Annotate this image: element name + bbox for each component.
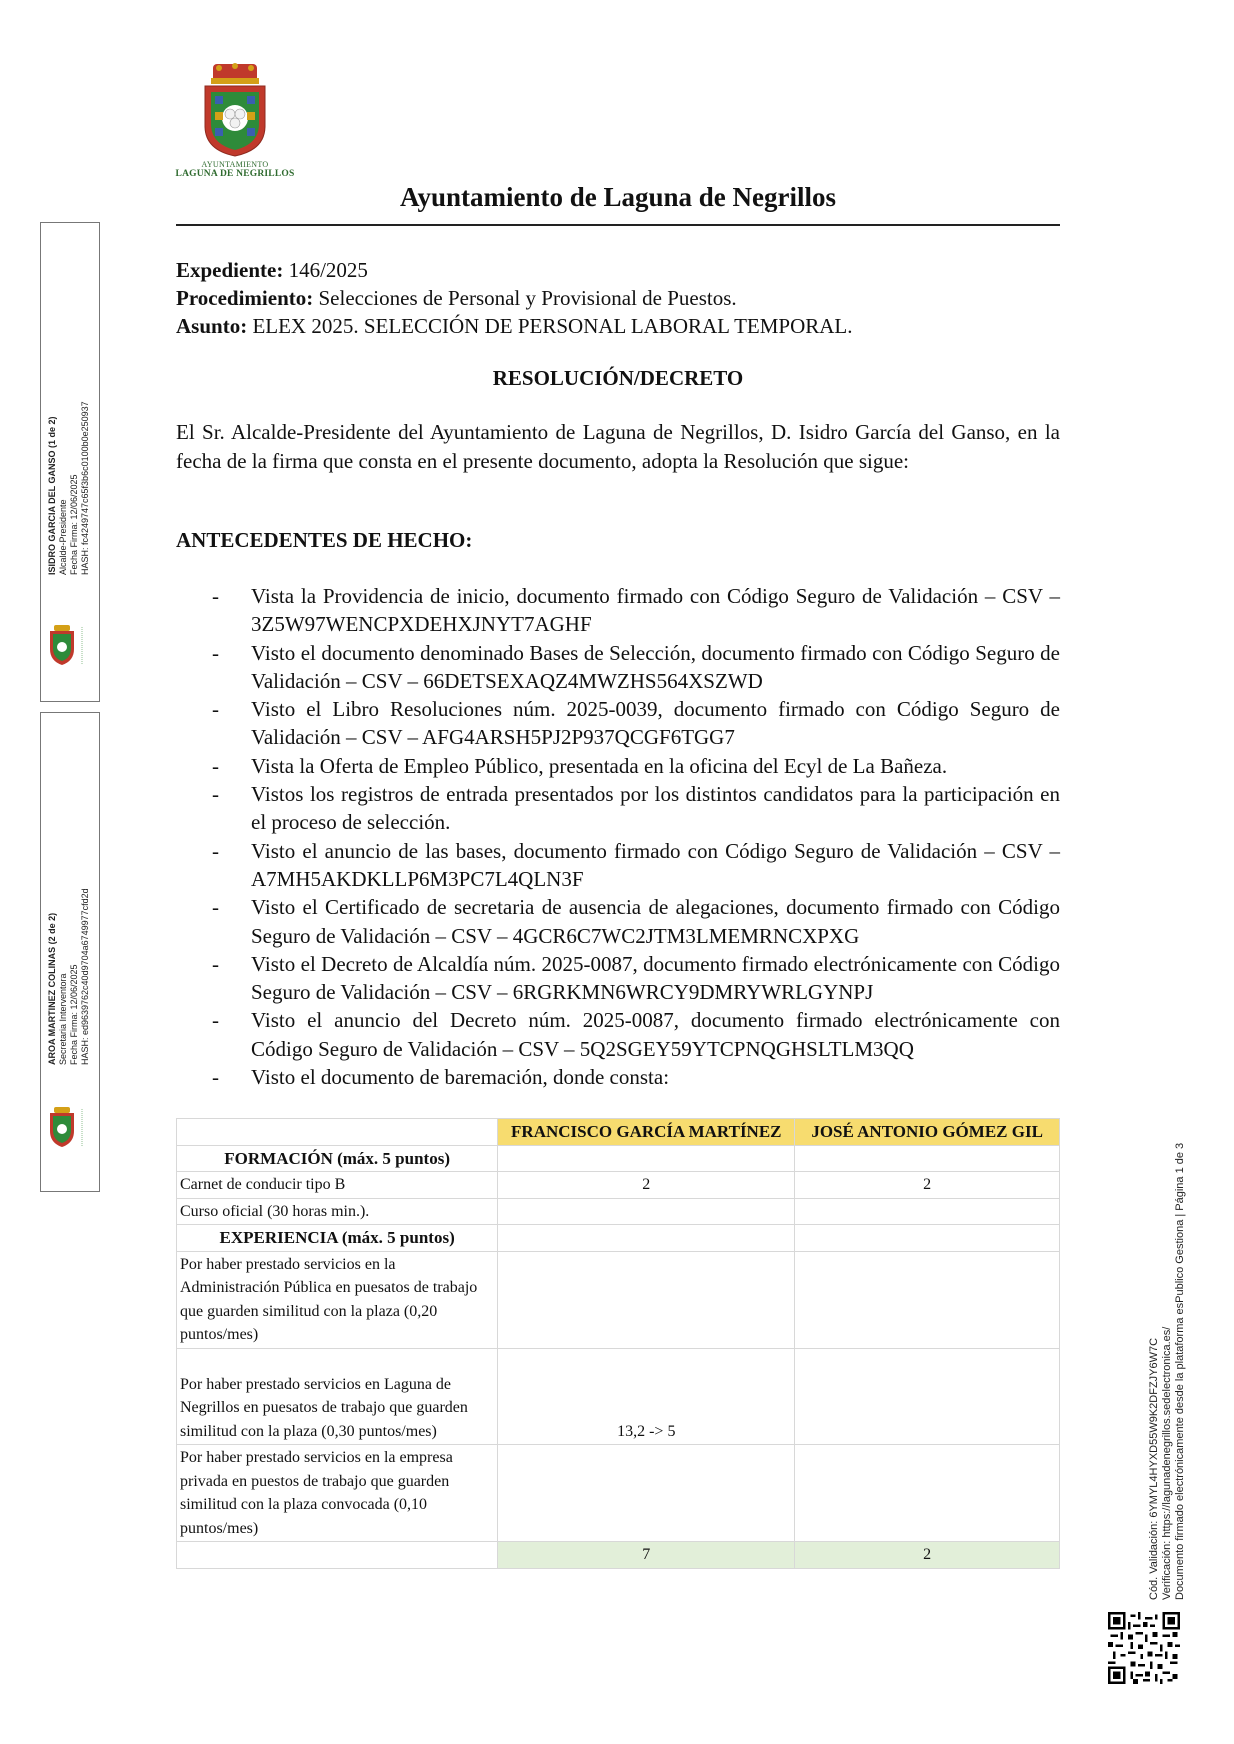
- signature-1-date: Fecha Firma: 12/06/2025: [69, 474, 79, 575]
- signature-2-name: AROA MARTINEZ COLINAS (2 de 2): [47, 912, 57, 1065]
- expediente-line: [176, 256, 1060, 284]
- signature-1-role: Alcalde-Presidente: [58, 499, 68, 575]
- carnet-value-1: 2: [498, 1172, 795, 1199]
- validation-code: Cód. Validación: 6YMYL4HYXD55W9K2DFZJY6W7C: [1148, 1337, 1160, 1600]
- signature-1-seal-icon: [46, 623, 90, 669]
- formacion-title: FORMACIÓN (máx. 5 puntos): [177, 1145, 498, 1172]
- list-dash: -: [212, 895, 219, 920]
- list-item: [176, 752, 1060, 780]
- candidate-header-1: FRANCISCO GARCÍA MARTÍNEZ: [498, 1119, 795, 1146]
- signature-1-text: [47, 401, 91, 575]
- municipal-logo: [175, 62, 295, 179]
- signature-box-2: [40, 712, 100, 1192]
- list-dash: -: [212, 838, 219, 863]
- list-item-text: Visto el Decreto de Alcaldía núm. 2025-0087, documento firmado electrónicamente con Código Seguro de Validación – CSV – 6RGRKMN6WRCY9DMRYWRLGYNPJ: [251, 951, 1060, 1005]
- list-item-text: Visto el Certificado de secretaria de ausencia de alegaciones, documento firmado con Código Seguro de Validación – CSV – 4GCR6C7WC2JTM3LMEMRNCXPXG: [251, 895, 1060, 948]
- list-item: [176, 780, 1060, 837]
- table-row: [177, 1172, 1060, 1199]
- exp-laguna-label: Por haber prestado servicios en Laguna de Negrillos en puesatos de trabajo que guarden similitud con la plaza (0,30 puntos/mes): [177, 1348, 498, 1445]
- validation-info: [1148, 1143, 1187, 1600]
- signature-2-text: [47, 888, 91, 1065]
- candidate-header-2: JOSÉ ANTONIO GÓMEZ GIL: [795, 1119, 1060, 1146]
- expediente-value: 146/2025: [288, 258, 368, 282]
- list-item: [176, 893, 1060, 950]
- table-row: [177, 1198, 1060, 1225]
- coat-of-arms-icon: [197, 62, 273, 158]
- curso-label: Curso oficial (30 horas min.).: [177, 1198, 498, 1225]
- table-cell: [795, 1225, 1060, 1252]
- antecedentes-title: ANTECEDENTES DE HECHO:: [176, 528, 473, 552]
- header-divider: [176, 224, 1060, 226]
- exp-laguna-value-1: 13,2 -> 5: [498, 1348, 795, 1445]
- table-row: [177, 1445, 1060, 1542]
- list-dash: -: [212, 1008, 219, 1033]
- qr-code-icon: [1108, 1612, 1180, 1684]
- validation-platform: Documento firmado electrónicamente desde la plataforma esPublico Gestiona | Página 1 de 3: [1174, 1142, 1186, 1600]
- list-dash: -: [212, 753, 219, 778]
- procedimiento-value: Selecciones de Personal y Provisional de Puestos.: [318, 286, 737, 310]
- validation-url[interactable]: Verificación: https://lagunadenegrillos.sedelectronica.es/: [1161, 1326, 1173, 1600]
- list-item: [176, 695, 1060, 752]
- list-item: [176, 1006, 1060, 1063]
- exp-privada-label: Por haber prestado servicios en la empresa privada en puestos de trabajo que guarden similitud con la plaza convocada (0,10 puntos/mes): [177, 1445, 498, 1542]
- expediente-label: Expediente:: [176, 258, 284, 282]
- list-dash: -: [212, 951, 219, 976]
- list-item-text: Visto el documento denominado Bases de Selección, documento firmado con Código Seguro de Validación – CSV – 66DETSEXAQZ4MWZHS564XSZWD: [251, 640, 1060, 693]
- experiencia-title: EXPERIENCIA (máx. 5 puntos): [177, 1225, 498, 1252]
- asunto-line: [176, 312, 1060, 340]
- table-cell: [498, 1198, 795, 1225]
- list-item-text: Vistos los registros de entrada presentados por los distintos candidatos para la participación en el proceso de selección.: [251, 782, 1060, 835]
- list-item: [176, 582, 1060, 639]
- logo-line2: LAGUNA DE NEGRILLOS: [175, 169, 295, 179]
- list-dash: -: [212, 584, 219, 608]
- table-cell: [498, 1225, 795, 1252]
- list-item: [176, 950, 1060, 1007]
- table-cell: [795, 1145, 1060, 1172]
- total-value-1: 7: [498, 1542, 795, 1569]
- total-value-2: 2: [795, 1542, 1060, 1569]
- list-dash: -: [212, 782, 219, 807]
- list-item-text: Visto el Libro Resoluciones núm. 2025-0039, documento firmado con Código Seguro de Validación – CSV – AFG4ARSH5PJ2P937QCGF6TGG7: [251, 697, 1060, 750]
- list-item: [176, 1063, 1060, 1091]
- list-item: [176, 837, 1060, 894]
- carnet-label: Carnet de conducir tipo B: [177, 1172, 498, 1199]
- carnet-value-2: 2: [795, 1172, 1060, 1199]
- signature-2-role: Secretaria Interventora: [58, 973, 68, 1065]
- table-row: [177, 1348, 1060, 1445]
- signature-2-hash: HASH: ed9639762c40d9704a6749977cfd2d: [80, 888, 90, 1065]
- antecedentes-list: [176, 582, 1060, 1091]
- procedimiento-line: [176, 284, 1060, 312]
- table-row: [177, 1225, 1060, 1252]
- signature-2-seal-icon: [46, 1105, 90, 1151]
- table-cell: [498, 1251, 795, 1348]
- signature-1-hash: HASH: fc4249747c65f3b6c0100b0e250937: [80, 401, 90, 575]
- intro-paragraph: El Sr. Alcalde-Presidente del Ayuntamiento de Laguna de Negrillos, D. Isidro García del Ganso, en la fecha de la firma que consta en el presente documento, adopta la Resolución que sigue:: [176, 420, 1060, 473]
- list-item-text: Visto el anuncio del Decreto núm. 2025-0087, documento firmado electrónicamente con Código Seguro de Validación – CSV – 5Q2SGEY59YTCPNQGHSLTLM3QQ: [251, 1008, 1060, 1061]
- list-dash: -: [212, 697, 219, 722]
- table-row: [177, 1145, 1060, 1172]
- table-row: [177, 1251, 1060, 1348]
- table-row: [177, 1542, 1060, 1569]
- logo-line1: AYUNTAMIENTO: [201, 160, 269, 169]
- signature-1-name: ISIDRO GARCIA DEL GANSO (1 de 2): [47, 416, 57, 575]
- asunto-label: Asunto:: [176, 314, 248, 338]
- exp-laguna-value-2: [795, 1348, 1060, 1445]
- table-cell: [177, 1119, 498, 1146]
- exp-admin-label: Por haber prestado servicios en la Administración Pública en puesatos de trabajo que guarden similitud con la plaza (0,20 puntos/mes): [177, 1251, 498, 1348]
- resolucion-title: RESOLUCIÓN/DECRETO: [492, 366, 744, 390]
- list-dash: -: [212, 640, 219, 665]
- table-cell: [795, 1251, 1060, 1348]
- table-cell: [498, 1445, 795, 1542]
- baremo-table: [176, 1118, 1060, 1569]
- list-item-text: Visto el documento de baremación, donde consta:: [251, 1065, 670, 1090]
- table-row: [177, 1119, 1060, 1146]
- table-cell: [795, 1445, 1060, 1542]
- page-title: Ayuntamiento de Laguna de Negrillos: [399, 182, 837, 212]
- procedimiento-label: Procedimiento:: [176, 286, 314, 310]
- list-item-text: Vista la Providencia de inicio, documento firmado con Código Seguro de Validación – CSV – 3Z5W97WENCPXDEHXJNYT7AGHF: [251, 584, 1060, 637]
- expediente-meta: [176, 256, 1060, 340]
- table-cell: [177, 1542, 498, 1569]
- signature-box-1: [40, 222, 100, 702]
- list-item-text: Visto el anuncio de las bases, documento firmado con Código Seguro de Validación – CSV – A7MH5AKDKLLP6M3PC7L4QLN3F: [251, 838, 1060, 891]
- table-cell: [795, 1198, 1060, 1225]
- asunto-value: ELEX 2025. SELECCIÓN DE PERSONAL LABORAL TEMPORAL.: [252, 314, 853, 338]
- list-item-text: Vista la Oferta de Empleo Público, presentada en la oficina del Ecyl de La Bañeza.: [251, 753, 948, 778]
- list-dash: -: [212, 1065, 219, 1090]
- table-cell: [498, 1145, 795, 1172]
- signature-2-date: Fecha Firma: 12/06/2025: [69, 964, 79, 1065]
- list-item: [176, 639, 1060, 696]
